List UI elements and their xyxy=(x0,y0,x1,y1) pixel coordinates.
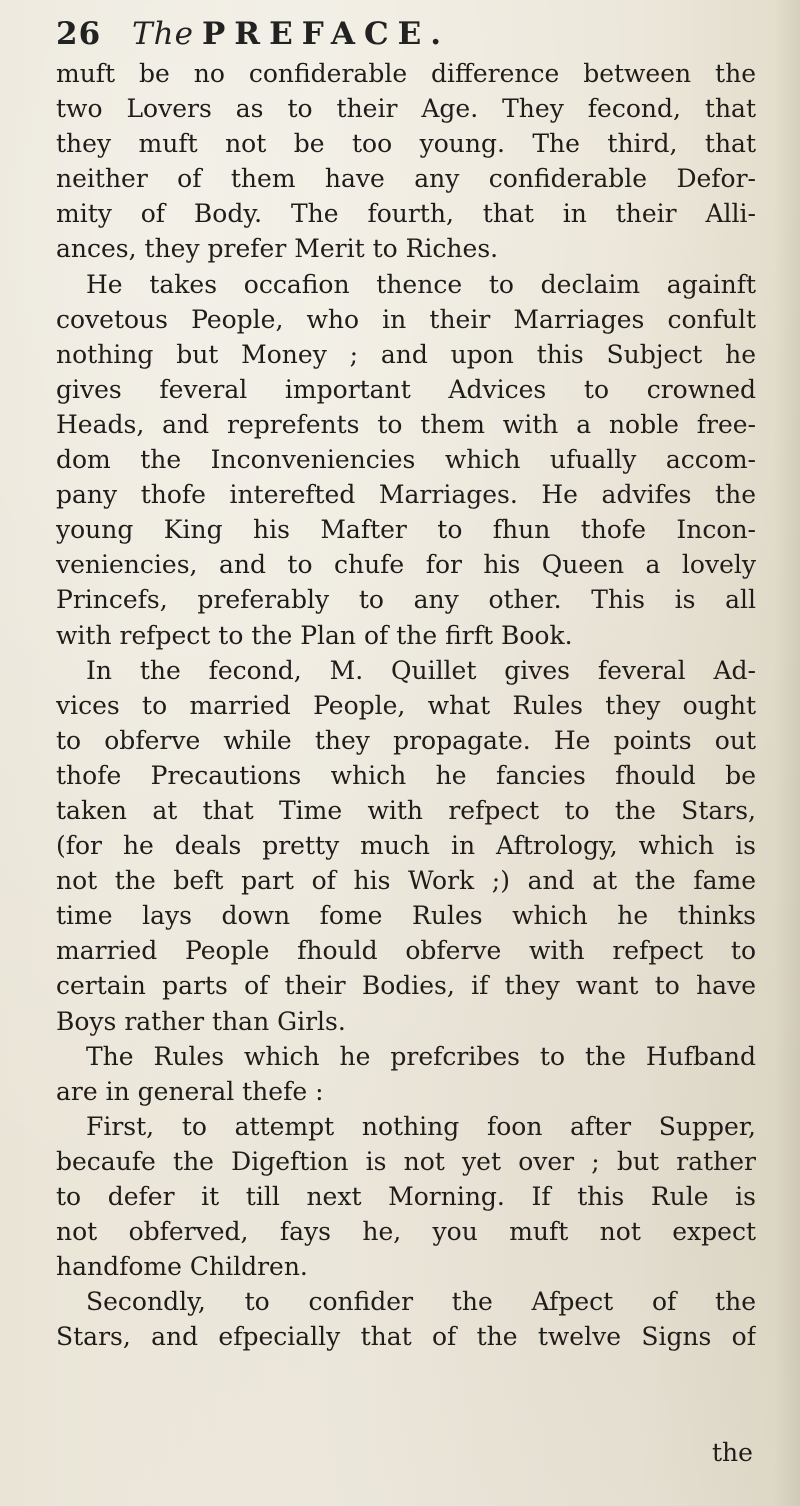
text-line: He takes occafion thence to declaim againft xyxy=(86,269,756,299)
text-line: veniencies, and to chufe for his Queen a lovely xyxy=(56,550,756,580)
text-line: married People fhould obferve with refpect to xyxy=(56,936,756,966)
text-line: Boys rather than Girls. xyxy=(56,1006,346,1036)
text-line: pany thofe interefted Marriages. He advifes the xyxy=(56,480,756,510)
text-line: Stars, and efpecially that of the twelve Signs of xyxy=(56,1322,756,1352)
text-line: young King his Mafter to fhun thofe Incon- xyxy=(56,515,756,545)
text-line: muft be no confiderable difference between the xyxy=(56,59,756,88)
text-line: (for he deals pretty much in Aftrology, which is xyxy=(56,831,756,861)
text-line: taken at that Time with refpect to the Stars, xyxy=(56,795,756,825)
text-line: to obferve while they propagate. He points out xyxy=(56,725,756,755)
running-head-the: The xyxy=(132,16,194,52)
catchword: the xyxy=(712,1438,753,1467)
text-line: neither of them have any confiderable Defor- xyxy=(56,164,756,194)
text-line: covetous People, who in their Marriages confult xyxy=(56,304,756,334)
text-line: Heads, and reprefents to them with a noble free- xyxy=(56,409,756,439)
running-head xyxy=(132,16,450,52)
text-line: dom the Inconveniencies which ufually accom- xyxy=(56,445,756,475)
text-line: Secondly, to confider the Afpect of the xyxy=(86,1287,756,1317)
page-edge-shadow xyxy=(774,0,800,1506)
text-line: vices to married People, what Rules they ought xyxy=(56,690,756,720)
text-line: handfome Children. xyxy=(56,1252,308,1282)
text-line: nothing but Money ; and upon this Subject he xyxy=(56,339,756,369)
text-line: First, to attempt nothing foon after Supper, xyxy=(86,1111,756,1141)
text-line: with refpect to the Plan of the firft Book. xyxy=(56,620,573,650)
text-line: not obferved, fays he, you muft not expect xyxy=(56,1217,756,1247)
running-head-title: PREFACE. xyxy=(202,16,451,52)
text-line: ances, they prefer Merit to Riches. xyxy=(56,234,499,264)
body-text xyxy=(56,56,756,1354)
text-line: are in general thefe : xyxy=(56,1076,324,1106)
text-line: certain parts of their Bodies, if they want to have xyxy=(56,971,756,1001)
text-line: to defer it till next Morning. If this Rule is xyxy=(56,1182,756,1211)
page-number: 26 xyxy=(56,16,102,52)
text-line: mity of Body. The fourth, that in their Alli- xyxy=(56,199,756,229)
text-line: not the beft part of his Work ;) and at the fame xyxy=(56,866,756,896)
text-line: In the fecond, M. Quillet gives feveral Ad- xyxy=(86,655,756,685)
text-line: Princefs, preferably to any other. This is all xyxy=(56,585,756,615)
text-line: they muft not be too young. The third, that xyxy=(56,129,756,159)
page-header xyxy=(56,14,756,54)
text-line: becaufe the Digeftion is not yet over ; but rather xyxy=(56,1146,756,1176)
text-line: The Rules which he prefcribes to the Hufband xyxy=(86,1041,756,1071)
text-line: thofe Precautions which he fancies fhould be xyxy=(56,760,756,790)
text-line: gives feveral important Advices to crowned xyxy=(56,374,756,404)
text-line: time lays down fome Rules which he thinks xyxy=(56,901,756,931)
text-line: two Lovers as to their Age. They fecond, that xyxy=(56,94,756,124)
